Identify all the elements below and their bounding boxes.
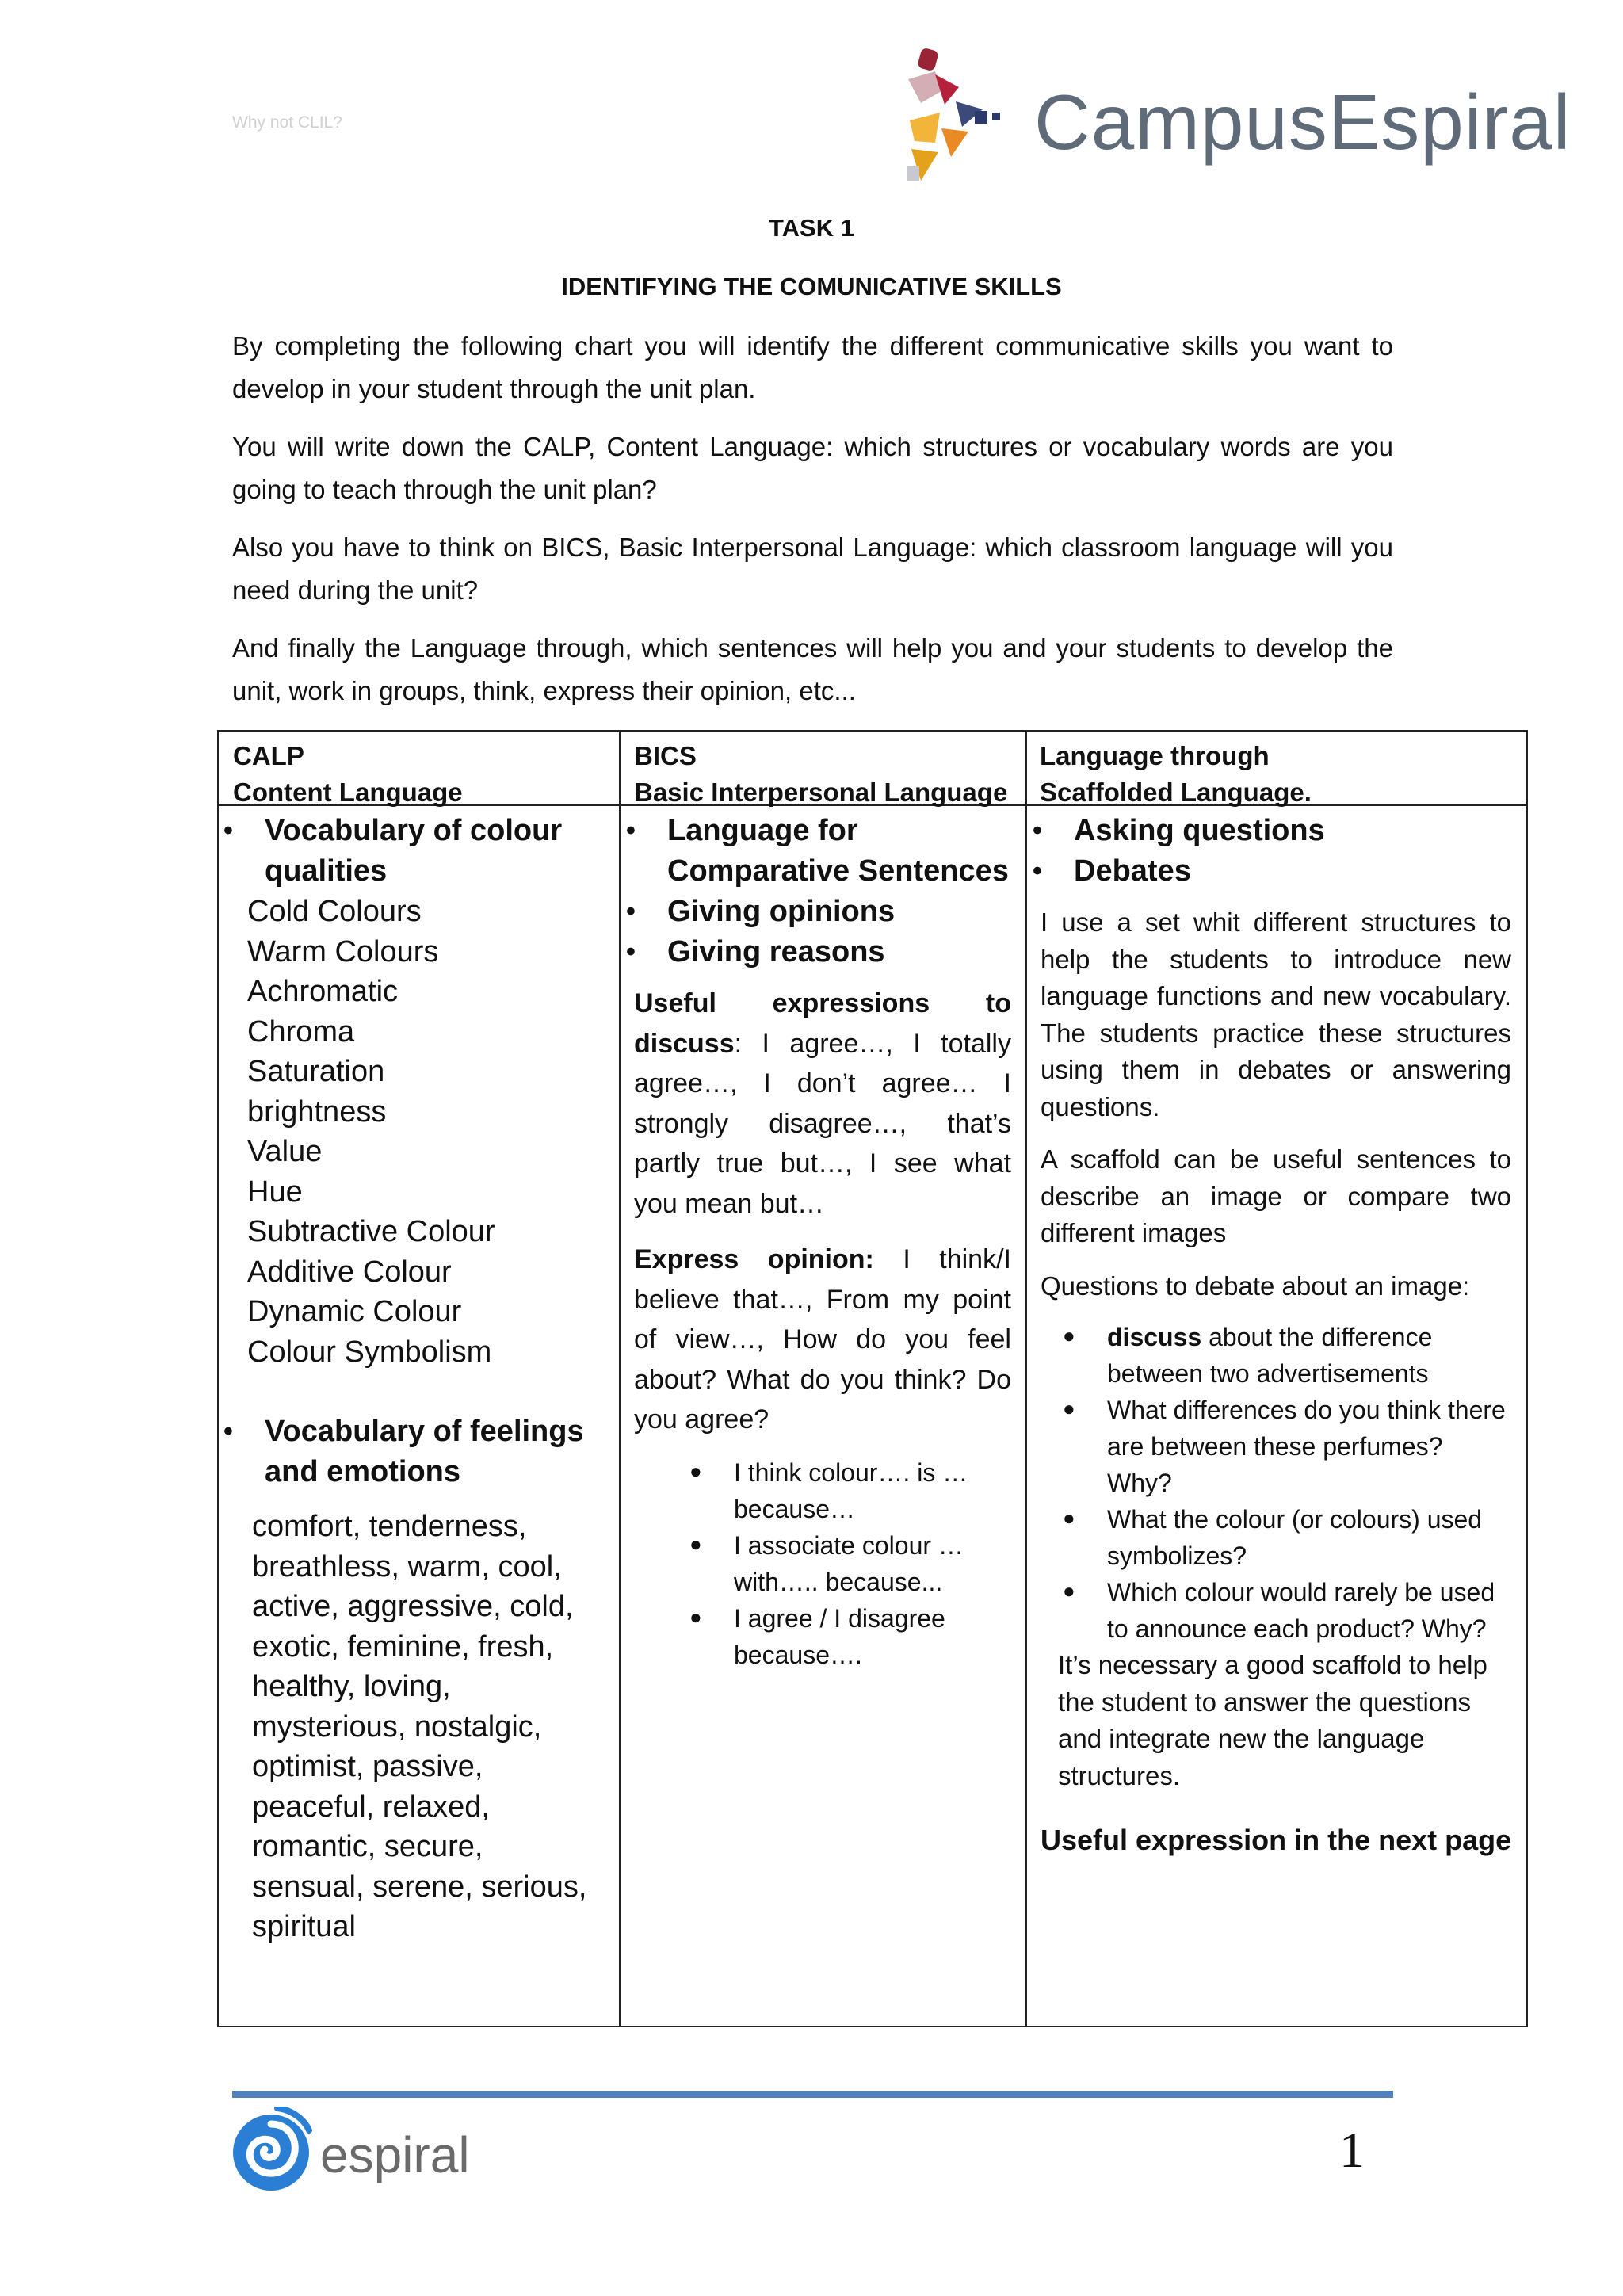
colour-term: Value xyxy=(247,1135,323,1168)
intro-paragraph-1: By completing the following chart you will identify the different communicative skills you want to develop in your student through the unit plan. xyxy=(232,331,1393,403)
page-number: 1 xyxy=(1339,2122,1365,2178)
sentence-starter: ● I think colour…. is … because… xyxy=(734,1454,994,1527)
sentence-starter: ● I associate colour … with….. because... xyxy=(734,1527,994,1600)
colour-term: brightness xyxy=(247,1095,387,1129)
intro-paragraph-2: You will write down the CALP, Content Language: which structures or vocabulary words are you going to teach through the unit plan? xyxy=(232,432,1393,504)
task-title: TASK 1 xyxy=(769,214,854,242)
scaffold-paragraph-1: I use a set whit different structures to help the students to introduce new language functions and new vocabulary. The students practice these structures using them in debates or answering questions. xyxy=(1041,907,1511,1121)
opinion-label: Express opinion: xyxy=(634,1244,874,1274)
feelings-vocabulary: comfort, tenderness, breathless, warm, cool, active, aggressive, cold, exotic, feminine, fresh, healthy, loving, mysterious, nostalgic, optimist, passive, peaceful, relaxed, romantic, secure, sensual, serene, serious, spiritual xyxy=(252,1510,587,1943)
footer-rule xyxy=(232,2091,1393,2098)
debate-question: ● discuss about the difference between two advertisements xyxy=(1107,1319,1511,1392)
bics-bullet: • Giving opinions xyxy=(621,892,1025,932)
opinion-expressions xyxy=(621,1240,1025,1440)
scaffold-bullet: • Debates xyxy=(1028,851,1527,892)
intro-paragraph-3: Also you have to think on BICS, Basic Interpersonal Language: which classroom language will you need during the unit? xyxy=(232,533,1393,605)
bics-cell xyxy=(621,811,1025,2018)
scaffold-bullet: • Asking questions xyxy=(1028,811,1527,851)
running-header: Why not CLIL? xyxy=(232,113,342,132)
sentence-starters-list xyxy=(621,1454,1025,1673)
discuss-expressions xyxy=(621,984,1025,1224)
colour-term: Achromatic xyxy=(247,975,399,1008)
discuss-label: Useful expressions to discuss xyxy=(634,988,1011,1059)
discuss-text: : I agree…, I totally agree…, I don’t agree… I strongly disagree…, that’s partly true but…, I see what you mean but… xyxy=(634,1028,1011,1219)
espiral-wordmark: espiral xyxy=(320,2126,470,2183)
task-subtitle: IDENTIFYING THE COMUNICATIVE SKILLS xyxy=(561,273,1062,300)
colour-term: Warm Colours xyxy=(247,934,439,968)
bics-header: BICS Basic Interpersonal Language xyxy=(634,741,1008,807)
next-page-note: Useful expression in the next page xyxy=(1041,1824,1512,1856)
colour-terms-list xyxy=(219,892,615,1372)
colour-term: Chroma xyxy=(247,1014,355,1049)
debate-questions-list xyxy=(1028,1319,1527,1647)
debate-question: ● What differences do you think there are between these perfumes? Why? xyxy=(1107,1392,1511,1501)
debate-question: ● What the colour (or colours) used symbolizes? xyxy=(1107,1501,1511,1574)
skills-table xyxy=(217,730,1528,2027)
colour-term: Cold Colours xyxy=(247,895,422,928)
calp-header: CALP Content Language xyxy=(233,741,463,807)
intro-paragraph-4: And finally the Language through, which sentences will help you and your students to develop the unit, work in groups, think, express their opinion, etc... xyxy=(232,633,1393,705)
campus-espiral-wordmark: CampusEspiral xyxy=(1034,78,1571,166)
sentence-starter: ● I agree / I disagree because…. xyxy=(734,1600,994,1673)
calp-bullet-colour-qualities: • Vocabulary of colour qualities xyxy=(219,811,615,892)
scaffold-cell xyxy=(1028,811,1527,2018)
campus-espiral-logo xyxy=(903,48,1571,190)
colour-term: Saturation xyxy=(247,1055,385,1088)
scaffold-closing: It’s necessary a good scaffold to help the student to answer the questions and integrate new the language structures. xyxy=(1058,1650,1487,1790)
bics-bullet: • Language for Comparative Sentences xyxy=(621,811,1025,892)
colour-term: Dynamic Colour xyxy=(247,1295,462,1328)
colour-term: Colour Symbolism xyxy=(247,1335,492,1369)
scaffold-header: Language through Scaffolded Language. xyxy=(1040,741,1312,807)
scaffold-paragraph-2: A scaffold can be useful sentences to describe an image or compare two different images xyxy=(1041,1144,1511,1247)
questions-intro: Questions to debate about an image: xyxy=(1041,1270,1470,1301)
campus-espiral-emblem-icon xyxy=(903,48,1030,190)
colour-term: Subtractive Colour xyxy=(247,1215,495,1248)
calp-bullet-feelings: • Vocabulary of feelings and emotions xyxy=(219,1412,615,1492)
bics-bullet: • Giving reasons xyxy=(621,932,1025,972)
colour-term: Additive Colour xyxy=(247,1255,452,1289)
espiral-swirl-icon xyxy=(231,2107,315,2194)
colour-term: Hue xyxy=(247,1175,303,1209)
opinion-text: I think/I believe that…, From my point of view…, How do you feel about? What do you think? Do you agree? xyxy=(634,1244,1011,1435)
espiral-logo xyxy=(231,2107,501,2202)
debate-question: ● Which colour would rarely be used to announce each product? Why? xyxy=(1107,1574,1511,1647)
calp-cell xyxy=(219,811,615,2018)
